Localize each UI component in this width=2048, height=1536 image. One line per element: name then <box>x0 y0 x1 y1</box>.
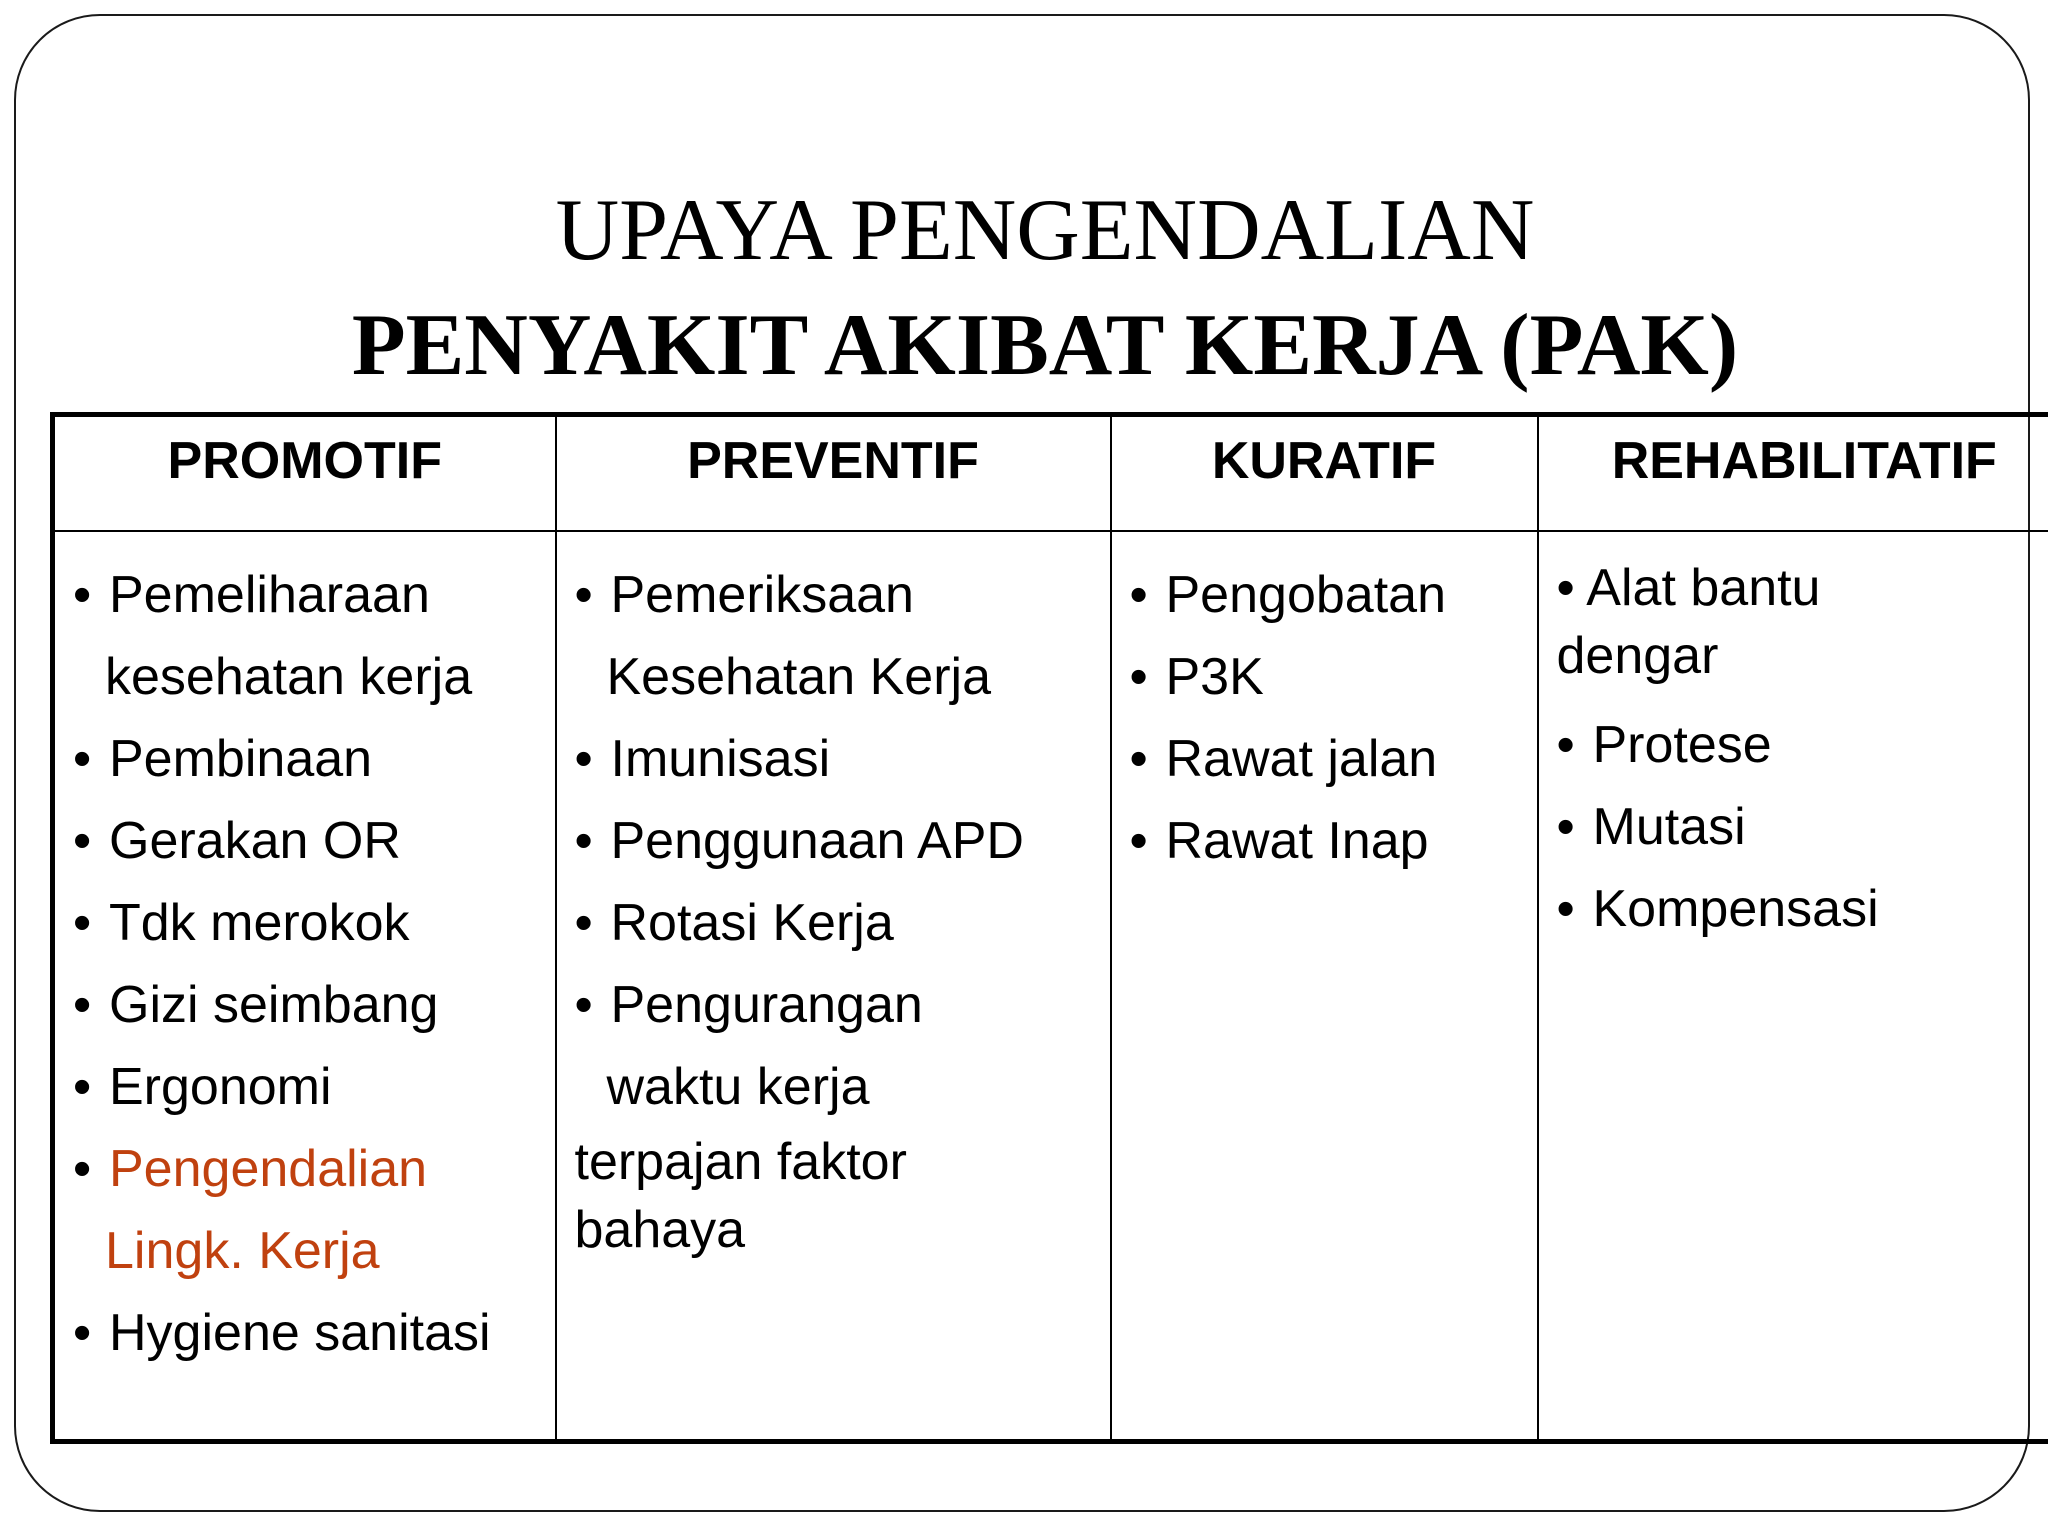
header-promotif: PROMOTIF <box>53 415 556 531</box>
bullet: • <box>574 565 593 624</box>
list-item <box>73 1292 555 1374</box>
list-item-continuation <box>575 1046 1110 1128</box>
item-text: Pemeriksaan <box>610 565 914 624</box>
item-text: Gizi seimbang <box>109 975 439 1034</box>
list-item <box>1557 554 1917 690</box>
slide-subtitle: PENYAKIT AKIBAT KERJA (PAK) <box>351 297 1739 394</box>
bullet: • <box>1556 879 1575 938</box>
bullet: • <box>73 975 92 1034</box>
slide-title: UPAYA PENGENDALIAN <box>555 182 1535 279</box>
list-item <box>73 1046 555 1128</box>
list-item <box>1130 554 1537 636</box>
bullet: • <box>1556 797 1575 856</box>
bullet: • <box>73 1139 92 1198</box>
highlighted-item-text: Lingk. Kerja <box>105 1221 380 1280</box>
table-header-row <box>53 415 2048 531</box>
list-item <box>73 964 555 1046</box>
item-text: Pemeliharaan <box>109 565 430 624</box>
bullet: • <box>73 729 92 788</box>
bullet: • <box>574 729 593 788</box>
item-text: P3K <box>1165 647 1264 706</box>
bullet: • <box>1129 647 1148 706</box>
list-item <box>73 882 555 964</box>
list-item <box>73 718 555 800</box>
list-item <box>575 800 1110 882</box>
list-item <box>1557 704 2048 786</box>
item-text: Alat bantu dengar <box>1556 558 1821 685</box>
item-text: Pembinaan <box>109 729 373 788</box>
bullet: • <box>1129 565 1148 624</box>
item-text: Rotasi Kerja <box>610 893 894 952</box>
bullet: • <box>73 1057 92 1116</box>
list-item <box>575 718 1110 800</box>
item-text: Pengobatan <box>1165 565 1446 624</box>
bullet: • <box>1556 715 1575 774</box>
header-kuratif: KURATIF <box>1111 415 1538 531</box>
item-text: Penggunaan APD <box>610 811 1024 870</box>
item-text: Ergonomi <box>109 1057 332 1116</box>
item-text: Mutasi <box>1592 797 1746 856</box>
item-text: Protese <box>1592 715 1772 774</box>
item-text: Tdk merokok <box>109 893 410 952</box>
list-item <box>73 554 555 636</box>
item-text: Gerakan OR <box>109 811 401 870</box>
list-item <box>1130 718 1537 800</box>
bullet: • <box>1556 558 1575 617</box>
item-text: Rawat Inap <box>1165 811 1429 870</box>
item-text: Kesehatan Kerja <box>606 647 991 706</box>
item-text: Hygiene sanitasi <box>109 1303 491 1362</box>
list-item <box>1130 800 1537 882</box>
header-rehabilitatif: REHABILITATIF <box>1538 415 2048 531</box>
item-text: Kompensasi <box>1592 879 1879 938</box>
item-text: terpajan faktor bahaya <box>574 1132 907 1259</box>
item-text: Pengurangan <box>610 975 923 1034</box>
list-item-continuation <box>575 636 1110 718</box>
highlighted-item-text: Pengendalian <box>109 1139 428 1198</box>
promotif-cell <box>53 531 556 1442</box>
list-item-continuation <box>73 1210 555 1292</box>
item-text: kesehatan kerja <box>105 647 473 706</box>
item-text: Imunisasi <box>610 729 831 788</box>
preventif-cell <box>556 531 1111 1442</box>
bullet: • <box>1129 811 1148 870</box>
header-preventif: PREVENTIF <box>556 415 1111 531</box>
list-item-continuation <box>73 636 555 718</box>
list-item <box>575 964 1110 1046</box>
bullet: • <box>73 565 92 624</box>
kuratif-cell <box>1111 531 1538 1442</box>
bullet: • <box>574 893 593 952</box>
bullet: • <box>73 811 92 870</box>
table-body-row <box>53 531 2048 1442</box>
list-item <box>575 554 1110 636</box>
bullet: • <box>1129 729 1148 788</box>
bullet: • <box>73 1303 92 1362</box>
bullet: • <box>574 811 593 870</box>
item-text: Rawat jalan <box>1165 729 1438 788</box>
list-item <box>73 1128 555 1210</box>
list-item <box>1557 868 2048 950</box>
list-item <box>1557 786 2048 868</box>
list-item <box>73 800 555 882</box>
list-item-continuation <box>575 1128 975 1264</box>
pak-control-table <box>50 412 2048 1444</box>
bullet: • <box>73 893 92 952</box>
rehabilitatif-cell <box>1538 531 2048 1442</box>
list-item <box>1130 636 1537 718</box>
list-item <box>575 882 1110 964</box>
bullet: • <box>574 975 593 1034</box>
item-text: waktu kerja <box>606 1057 870 1116</box>
